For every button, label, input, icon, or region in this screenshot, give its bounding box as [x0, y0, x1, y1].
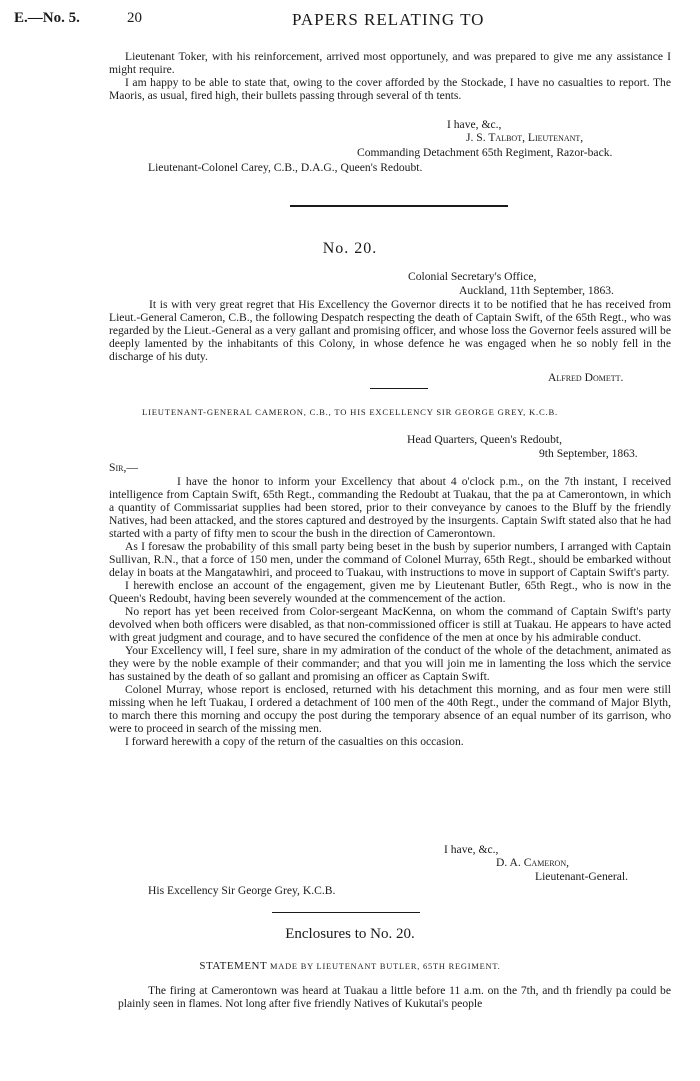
- statement-word: STATEMENT: [199, 960, 268, 972]
- section-divider: [290, 205, 508, 207]
- letter-origin: Head Quarters, Queen's Redoubt,: [407, 433, 563, 446]
- signer-title: Commanding Detachment 65th Regiment, Razor-back.: [357, 146, 613, 159]
- paragraph: The firing at Camerontown was heard at Tuakau a little before 11 a.m. on the 7th, and th friendly pa could be plainly seen in flames. Not long after five friendly Natives of Kukutai's people: [118, 984, 671, 1010]
- signer-name: J. S. Talbot, Lieutenant,: [466, 131, 584, 144]
- enclosures-heading: Enclosures to No. 20.: [285, 926, 415, 942]
- paragraph: I forward herewith a copy of the return of the casualties on this occasion.: [125, 735, 464, 748]
- talbot-report-continuation: [109, 50, 671, 102]
- signer-name: D. A. Cameron,: [496, 856, 569, 869]
- paragraph: Lieutenant Toker, with his reinforcement, arrived most opportunely, and was prepared to give me any assistance I might require.: [109, 50, 671, 76]
- statement-body: [118, 984, 671, 1010]
- paragraph: Your Excellency will, I feel sure, share in my admiration of the conduct of the whole of the detachment, animated as they were by the noble example of their commander; and that you will join me in lamenting the loss which the service has sustained by the death of so gallant and promising an officer as Captain Swift.: [109, 644, 671, 683]
- salutation: Sir,—: [109, 461, 138, 474]
- paragraph: I herewith enclose an account of the engagement, given me by Lieutenant Butler, 65th Regt., who is now in the Queen's Redoubt, having been severely wounded at the commencement of the action.: [109, 579, 671, 605]
- paragraph: It is with very great regret that His Excellency the Governor directs it to be notified that he has received from Lieut.-General Cameron, C.B., the following Despatch respecting the death of Captain Swift, of the 65th Regt., who was regarded by the Lieut.-General as a very gallant and promising officer, and whose loss the Governor feels assured will be deeply lamented by the inhabitants of this Colony, in whose defence he was engaged when he so nobly fell in the discharge of his duty.: [109, 298, 671, 363]
- signer-name: Alfred Domett.: [548, 371, 624, 384]
- paragraph: As I foresaw the probability of this small party being beset in the bush by superior numbers, I arranged with Captain Sullivan, R.N., that a force of 150 men, under the command of Colonel Murray, 65th Regt., should be embarked without delay in boats at the Mangatawhiri, and proceed to Tuakau, with instructions to move in support of Captain Swift's party.: [109, 540, 671, 579]
- paragraph: No report has yet been received from Color-sergeant MacKenna, on whom the command of Captain Swift's party devolved when both officers were disabled, as that non-commissioned officer is still at Tuakau. He appears to have acted with great judgment and courage, and to have secured the confidence of the men at once by his admirable conduct.: [109, 605, 671, 644]
- section-divider: [272, 912, 420, 913]
- short-divider: [370, 388, 428, 389]
- closing: I have, &c.,: [444, 843, 499, 856]
- letter-date: 9th September, 1863.: [539, 447, 638, 460]
- paragraph: I am happy to be able to state that, owing to the cover afforded by the Stockade, I have no casualties to report. The Maoris, as usual, fired high, their bullets passing through several of th tents.: [109, 76, 671, 102]
- paragraph: Colonel Murray, whose report is enclosed, returned with his detachment this morning, and as four men were still missing when he left Tuakau, I ordered a detachment of 100 men of the 40th Regt., under the command of Major Blyth, to march there this morning and occupy the post during the temporary absence of an equal number of its garrison, who were to proceed in search of the missing men.: [109, 683, 671, 735]
- office-line: Colonial Secretary's Office,: [408, 270, 537, 283]
- notice-body: [109, 298, 671, 363]
- letter-title: LIEUTENANT-GENERAL CAMERON, C.B., TO HIS EXCELLENCY SIR GEORGE GREY, K.C.B.: [142, 407, 558, 417]
- page-header: [0, 10, 700, 32]
- closing: I have, &c.,: [447, 118, 502, 131]
- place-date: Auckland, 11th September, 1863.: [459, 284, 614, 297]
- document-code: E.—No. 5.: [14, 10, 80, 26]
- paragraph: I have the honor to inform your Excellency that about 4 o'clock p.m., on the 7th instant, I received intelligence from Captain Swift, 65th Regt., commanding the Redoubt at Tuakau, that the pa at Camerontown, in which a quantity of Commissariat supplies had been stored, prior to their conveyance by canoes to the Bluff by the friendly Natives, had been attacked, and the stores captured and destroyed by the insurgents. Captain Swift stated also that he had started with a party of fifty men to scour the bush in the direction of Camerontown.: [109, 475, 671, 540]
- running-title: PAPERS RELATING TO: [292, 10, 485, 29]
- addressee: Lieutenant-Colonel Carey, C.B., D.A.G., Queen's Redoubt.: [148, 161, 423, 174]
- letter-body: [109, 475, 671, 748]
- addressee: His Excellency Sir George Grey, K.C.B.: [148, 884, 336, 897]
- page-number: 20: [127, 10, 142, 26]
- section-heading: No. 20.: [322, 240, 378, 257]
- statement-rest: MADE BY LIEUTENANT BUTLER, 65TH REGIMENT.: [269, 962, 501, 971]
- statement-title: [0, 960, 700, 972]
- signer-title: Lieutenant-General.: [535, 870, 629, 883]
